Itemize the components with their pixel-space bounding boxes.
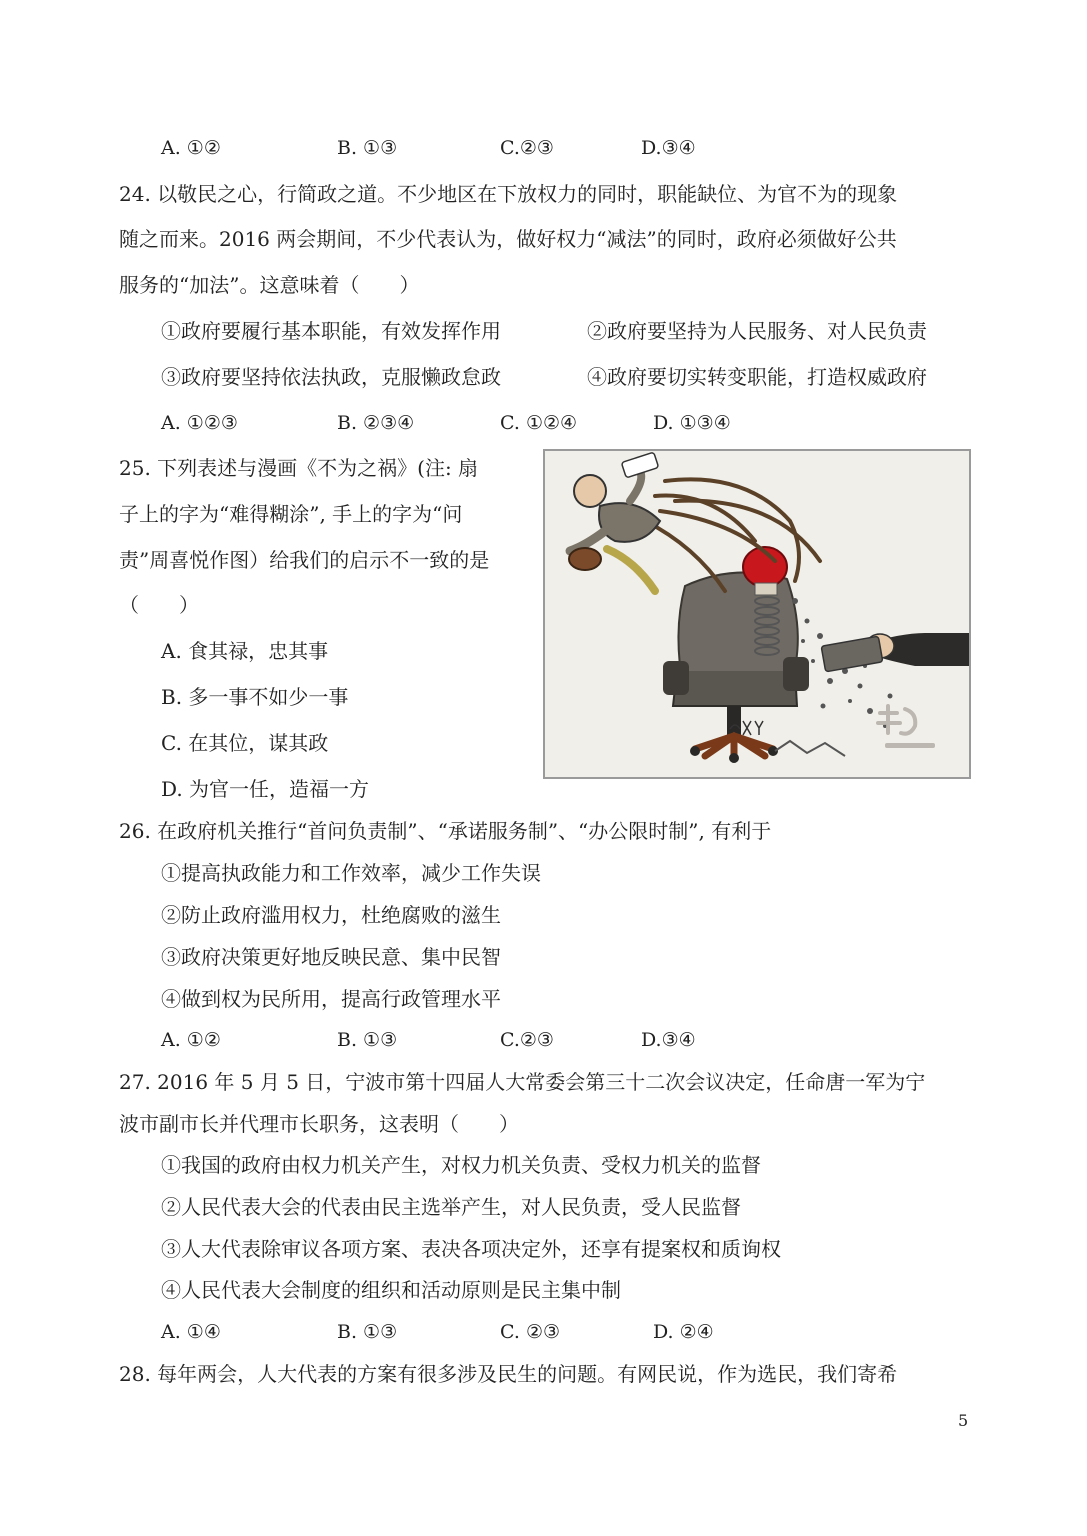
q27-item-4: ④人民代表大会制度的组织和活动原则是民主集中制 <box>161 1278 621 1302</box>
q24-stem-line-2: 随之而来。2016 两会期间，不少代表认为，做好权力“减法”的同时，政府必须做好公共 <box>119 227 897 251</box>
q26-item-2: ②防止政府滥用权力，杜绝腐败的滋生 <box>161 903 501 927</box>
q24-option-c: C. ①②④ <box>500 412 578 434</box>
q24-item-2: ②政府要坚持为人民服务、对人民负责 <box>587 319 927 343</box>
q26-option-c: C.②③ <box>500 1029 554 1051</box>
cartoon-drawing <box>545 451 969 777</box>
q26-option-d: D.③④ <box>641 1029 696 1051</box>
q25-stem-line-4: （ ） <box>119 593 199 617</box>
q25-option-b: B. 多一事不如少一事 <box>161 685 349 709</box>
q25-stem-line-2: 子上的字为“难得糊涂”, 手上的字为“问 <box>119 502 463 526</box>
q24-item-3: ③政府要坚持依法执政，克服懒政怠政 <box>161 365 501 389</box>
q27-stem-line-2: 波市副市长并代理市长职务，这表明（ ） <box>119 1112 519 1136</box>
q25-option-d: D. 为官一任，造福一方 <box>161 777 370 801</box>
q25-stem-line-3: 责”周喜悦作图）给我们的启示不一致的是 <box>119 548 490 572</box>
q23-option-c: C.②③ <box>500 137 554 159</box>
q24-item-1: ①政府要履行基本职能，有效发挥作用 <box>161 319 501 343</box>
q26-item-3: ③政府决策更好地反映民意、集中民智 <box>161 945 501 969</box>
q23-option-d: D.③④ <box>641 137 696 159</box>
q24-stem-line-1: 24. 以敬民之心，行简政之道。不少地区在下放权力的同时，职能缺位、为官不为的现象 <box>119 182 898 206</box>
q25-option-a: A. 食其禄，忠其事 <box>161 639 329 663</box>
q25-option-c: C. 在其位，谋其政 <box>161 731 329 755</box>
cartoon-illustration <box>543 449 971 779</box>
q27-item-1: ①我国的政府由权力机关产生，对权力机关负责、受权力机关的监督 <box>161 1153 761 1177</box>
q24-item-4: ④政府要切实转变职能，打造权威政府 <box>587 365 927 389</box>
q27-stem-line-1: 27. 2016 年 5 月 5 日，宁波市第十四届人大常委会第三十二次会议决定，任命唐一军为宁 <box>119 1070 926 1094</box>
page-number: 5 <box>958 1411 969 1430</box>
q26-stem-line-1: 26. 在政府机关推行“首问负责制”、“承诺服务制”、“办公限时制”, 有利于 <box>119 819 772 843</box>
q26-option-b: B. ①③ <box>337 1029 398 1051</box>
q26-option-a: A. ①② <box>161 1029 221 1051</box>
q27-option-d: D. ②④ <box>653 1321 714 1343</box>
q28-stem-line-1: 28. 每年两会，人大代表的方案有很多涉及民生的问题。有网民说，作为选民，我们寄希 <box>119 1362 898 1386</box>
q27-option-c: C. ②③ <box>500 1321 561 1343</box>
q23-option-a: A. ①② <box>161 137 221 159</box>
q26-item-4: ④做到权为民所用，提高行政管理水平 <box>161 987 501 1011</box>
q25-stem-line-1: 25. 下列表述与漫画《不为之祸》(注: 扇 <box>119 456 479 480</box>
q27-item-2: ②人民代表大会的代表由民主选举产生，对人民负责，受人民监督 <box>161 1195 741 1219</box>
q27-option-a: A. ①④ <box>161 1321 221 1343</box>
q26-item-1: ①提高执政能力和工作效率，减少工作失误 <box>161 861 541 885</box>
q24-stem-line-3: 服务的“加法”。这意味着（ ） <box>119 273 420 297</box>
q23-option-b: B. ①③ <box>337 137 398 159</box>
q24-option-b: B. ②③④ <box>337 412 415 434</box>
q24-option-d: D. ①③④ <box>653 412 731 434</box>
q24-option-a: A. ①②③ <box>161 412 238 434</box>
q27-option-b: B. ①③ <box>337 1321 398 1343</box>
q27-item-3: ③人大代表除审议各项方案、表决各项决定外，还享有提案权和质询权 <box>161 1237 781 1261</box>
